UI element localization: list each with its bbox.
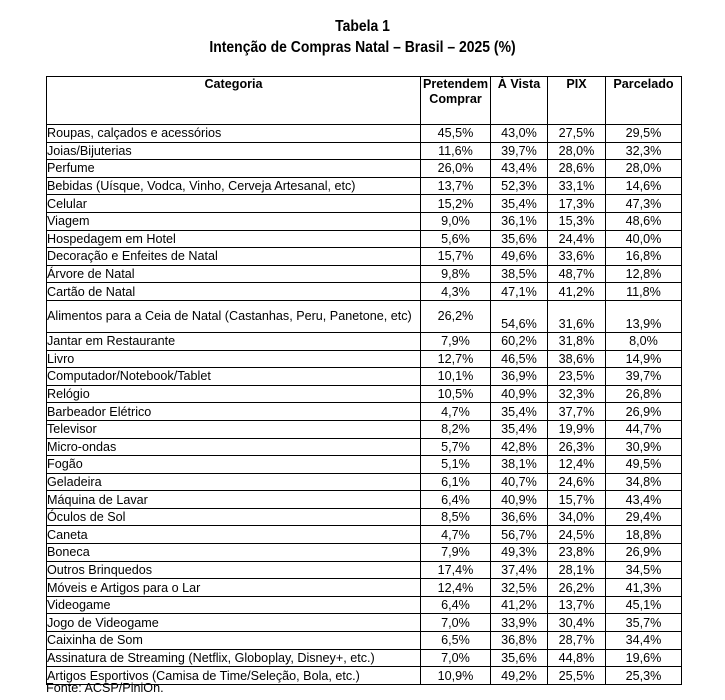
table-row xyxy=(47,473,682,491)
cell-parcelado: 44,7% xyxy=(606,420,682,438)
cell-pix: 24,5% xyxy=(548,526,606,544)
cell-pretendem-comprar: 5,7% xyxy=(421,438,491,456)
cell-parcelado: 40,0% xyxy=(606,230,682,248)
cell-parcelado: 14,9% xyxy=(606,350,682,368)
cell-a-vista: 38,5% xyxy=(491,265,548,283)
cell-pix: 25,5% xyxy=(548,667,606,685)
table-row xyxy=(47,142,682,160)
cell-pix: 33,1% xyxy=(548,177,606,195)
cell-pretendem-comprar: 8,5% xyxy=(421,508,491,526)
cell-pix: 28,0% xyxy=(548,142,606,160)
table-row xyxy=(47,300,682,332)
cell-pretendem-comprar: 10,1% xyxy=(421,368,491,386)
cell-parcelado: 34,5% xyxy=(606,561,682,579)
cell-a-vista: 52,3% xyxy=(491,177,548,195)
cell-categoria: Joias/Bijuterias xyxy=(47,142,421,160)
header-categoria: Categoria xyxy=(47,77,421,125)
cell-pretendem-comprar: 12,7% xyxy=(421,350,491,368)
cell-pretendem-comprar: 7,9% xyxy=(421,332,491,350)
cell-pretendem-comprar: 15,7% xyxy=(421,248,491,266)
cell-a-vista: 39,7% xyxy=(491,142,548,160)
cell-a-vista: 60,2% xyxy=(491,332,548,350)
cell-parcelado: 45,1% xyxy=(606,596,682,614)
cell-pix: 17,3% xyxy=(548,195,606,213)
cell-pix: 19,9% xyxy=(548,420,606,438)
cell-categoria: Roupas, calçados e acessórios xyxy=(47,125,421,143)
table-row xyxy=(47,403,682,421)
cell-a-vista: 35,4% xyxy=(491,420,548,438)
cell-a-vista: 41,2% xyxy=(491,596,548,614)
cell-a-vista: 40,9% xyxy=(491,385,548,403)
cell-pix: 38,6% xyxy=(548,350,606,368)
cell-a-vista: 49,3% xyxy=(491,544,548,562)
cell-pretendem-comprar: 26,0% xyxy=(421,160,491,178)
table-row xyxy=(47,195,682,213)
cell-categoria: Hospedagem em Hotel xyxy=(47,230,421,248)
cell-categoria: Bebidas (Uísque, Vodca, Vinho, Cerveja Artesanal, etc) xyxy=(47,177,421,195)
table-row xyxy=(47,561,682,579)
cell-pretendem-comprar: 26,2% xyxy=(421,300,491,332)
table-row xyxy=(47,649,682,667)
cell-parcelado: 29,5% xyxy=(606,125,682,143)
cell-parcelado: 39,7% xyxy=(606,368,682,386)
table-row xyxy=(47,350,682,368)
table-row xyxy=(47,283,682,301)
table-row xyxy=(47,456,682,474)
cell-categoria: Livro xyxy=(47,350,421,368)
table-row xyxy=(47,420,682,438)
cell-pix: 24,4% xyxy=(548,230,606,248)
cell-categoria: Decoração e Enfeites de Natal xyxy=(47,248,421,266)
cell-parcelado: 19,6% xyxy=(606,649,682,667)
table-row xyxy=(47,491,682,509)
cell-categoria: Jantar em Restaurante xyxy=(47,332,421,350)
cell-a-vista: 49,2% xyxy=(491,667,548,685)
cell-categoria: Perfume xyxy=(47,160,421,178)
cell-pretendem-comprar: 6,4% xyxy=(421,491,491,509)
cell-categoria: Barbeador Elétrico xyxy=(47,403,421,421)
cell-parcelado: 41,3% xyxy=(606,579,682,597)
cell-a-vista: 36,6% xyxy=(491,508,548,526)
cell-categoria: Óculos de Sol xyxy=(47,508,421,526)
cell-pix: 27,5% xyxy=(548,125,606,143)
cell-a-vista: 46,5% xyxy=(491,350,548,368)
cell-pretendem-comprar: 9,0% xyxy=(421,212,491,230)
cell-parcelado: 26,8% xyxy=(606,385,682,403)
cell-pretendem-comprar: 4,3% xyxy=(421,283,491,301)
cell-pretendem-comprar: 10,9% xyxy=(421,667,491,685)
table-row xyxy=(47,438,682,456)
cell-categoria: Móveis e Artigos para o Lar xyxy=(47,579,421,597)
table-row xyxy=(47,614,682,632)
cell-pix: 30,4% xyxy=(548,614,606,632)
cell-categoria: Videogame xyxy=(47,596,421,614)
cell-pix: 26,3% xyxy=(548,438,606,456)
cell-a-vista: 38,1% xyxy=(491,456,548,474)
cell-parcelado: 11,8% xyxy=(606,283,682,301)
cell-parcelado: 34,4% xyxy=(606,632,682,650)
header-pretendem-comprar: Pretendem Comprar xyxy=(421,77,491,125)
cell-pix: 28,1% xyxy=(548,561,606,579)
cell-pretendem-comprar: 15,2% xyxy=(421,195,491,213)
cell-pix: 41,2% xyxy=(548,283,606,301)
cell-pretendem-comprar: 13,7% xyxy=(421,177,491,195)
cell-parcelado: 12,8% xyxy=(606,265,682,283)
cell-parcelado: 32,3% xyxy=(606,142,682,160)
cell-parcelado: 26,9% xyxy=(606,403,682,421)
table-body xyxy=(47,125,682,685)
cell-parcelado: 35,7% xyxy=(606,614,682,632)
cell-pretendem-comprar: 7,0% xyxy=(421,649,491,667)
cell-categoria: Fogão xyxy=(47,456,421,474)
cell-a-vista: 36,1% xyxy=(491,212,548,230)
cell-pretendem-comprar: 45,5% xyxy=(421,125,491,143)
cell-pretendem-comprar: 4,7% xyxy=(421,526,491,544)
cell-categoria: Jogo de Videogame xyxy=(47,614,421,632)
table-row xyxy=(47,368,682,386)
table-row xyxy=(47,508,682,526)
cell-parcelado: 26,9% xyxy=(606,544,682,562)
cell-pix: 28,7% xyxy=(548,632,606,650)
cell-pretendem-comprar: 7,9% xyxy=(421,544,491,562)
cell-pix: 23,5% xyxy=(548,368,606,386)
cell-parcelado: 49,5% xyxy=(606,456,682,474)
table-row xyxy=(47,248,682,266)
cell-categoria: Geladeira xyxy=(47,473,421,491)
cell-pix: 34,0% xyxy=(548,508,606,526)
cell-pretendem-comprar: 6,1% xyxy=(421,473,491,491)
cell-a-vista: 40,7% xyxy=(491,473,548,491)
table-row xyxy=(47,632,682,650)
cell-pretendem-comprar: 12,4% xyxy=(421,579,491,597)
cell-a-vista: 47,1% xyxy=(491,283,548,301)
cell-a-vista: 56,7% xyxy=(491,526,548,544)
header-a-vista: À Vista xyxy=(491,77,548,125)
cell-pretendem-comprar: 11,6% xyxy=(421,142,491,160)
cell-pix: 37,7% xyxy=(548,403,606,421)
cell-pretendem-comprar: 9,8% xyxy=(421,265,491,283)
cell-categoria: Celular xyxy=(47,195,421,213)
cell-pix: 23,8% xyxy=(548,544,606,562)
cell-pretendem-comprar: 8,2% xyxy=(421,420,491,438)
cell-a-vista: 36,9% xyxy=(491,368,548,386)
cell-a-vista: 33,9% xyxy=(491,614,548,632)
cell-categoria: Alimentos para a Ceia de Natal (Castanhas, Peru, Panetone, etc) xyxy=(47,300,421,332)
cell-pretendem-comprar: 6,5% xyxy=(421,632,491,650)
cell-parcelado: 48,6% xyxy=(606,212,682,230)
purchase-intention-table xyxy=(46,76,682,685)
cell-pix: 31,8% xyxy=(548,332,606,350)
cell-categoria: Micro-ondas xyxy=(47,438,421,456)
cell-parcelado: 18,8% xyxy=(606,526,682,544)
cell-pix: 33,6% xyxy=(548,248,606,266)
cell-parcelado: 30,9% xyxy=(606,438,682,456)
cell-parcelado: 8,0% xyxy=(606,332,682,350)
cell-parcelado: 25,3% xyxy=(606,667,682,685)
table-row xyxy=(47,526,682,544)
cell-a-vista: 37,4% xyxy=(491,561,548,579)
cell-pretendem-comprar: 10,5% xyxy=(421,385,491,403)
header-pix: PIX xyxy=(548,77,606,125)
table-row xyxy=(47,125,682,143)
table-row xyxy=(47,177,682,195)
cell-categoria: Caneta xyxy=(47,526,421,544)
table-row xyxy=(47,230,682,248)
cell-categoria: Televisor xyxy=(47,420,421,438)
cell-pix: 31,6% xyxy=(548,300,606,332)
cell-pretendem-comprar: 17,4% xyxy=(421,561,491,579)
cell-categoria: Árvore de Natal xyxy=(47,265,421,283)
cell-categoria: Caixinha de Som xyxy=(47,632,421,650)
cell-a-vista: 35,4% xyxy=(491,403,548,421)
table-number: Tabela 1 xyxy=(335,18,390,35)
cell-pretendem-comprar: 4,7% xyxy=(421,403,491,421)
cell-a-vista: 42,8% xyxy=(491,438,548,456)
cell-parcelado: 16,8% xyxy=(606,248,682,266)
header-parcelado: Parcelado xyxy=(606,77,682,125)
cell-categoria: Cartão de Natal xyxy=(47,283,421,301)
table-row xyxy=(47,265,682,283)
cell-pix: 28,6% xyxy=(548,160,606,178)
cell-pretendem-comprar: 5,1% xyxy=(421,456,491,474)
cell-pretendem-comprar: 6,4% xyxy=(421,596,491,614)
cell-a-vista: 54,6% xyxy=(491,300,548,332)
cell-parcelado: 28,0% xyxy=(606,160,682,178)
cell-pix: 15,3% xyxy=(548,212,606,230)
table-row xyxy=(47,544,682,562)
source-note: Fonte: ACSP/PiniOn. xyxy=(46,681,164,695)
table-caption: Intenção de Compras Natal – Brasil – 2025 (%) xyxy=(209,39,516,56)
cell-categoria: Viagem xyxy=(47,212,421,230)
cell-a-vista: 36,8% xyxy=(491,632,548,650)
cell-pix: 48,7% xyxy=(548,265,606,283)
table-row xyxy=(47,212,682,230)
table-row xyxy=(47,332,682,350)
table-row xyxy=(47,385,682,403)
cell-categoria: Boneca xyxy=(47,544,421,562)
cell-pix: 24,6% xyxy=(548,473,606,491)
header-row xyxy=(47,77,682,125)
cell-pix: 26,2% xyxy=(548,579,606,597)
cell-pretendem-comprar: 7,0% xyxy=(421,614,491,632)
cell-a-vista: 35,6% xyxy=(491,230,548,248)
cell-a-vista: 32,5% xyxy=(491,579,548,597)
cell-parcelado: 34,8% xyxy=(606,473,682,491)
cell-pix: 13,7% xyxy=(548,596,606,614)
cell-categoria: Computador/Notebook/Tablet xyxy=(47,368,421,386)
cell-pix: 44,8% xyxy=(548,649,606,667)
cell-a-vista: 43,0% xyxy=(491,125,548,143)
cell-pix: 32,3% xyxy=(548,385,606,403)
cell-a-vista: 43,4% xyxy=(491,160,548,178)
cell-parcelado: 29,4% xyxy=(606,508,682,526)
cell-categoria: Assinatura de Streaming (Netflix, Globoplay, Disney+, etc.) xyxy=(47,649,421,667)
cell-a-vista: 49,6% xyxy=(491,248,548,266)
cell-a-vista: 40,9% xyxy=(491,491,548,509)
cell-categoria: Relógio xyxy=(47,385,421,403)
cell-pretendem-comprar: 5,6% xyxy=(421,230,491,248)
table-row xyxy=(47,160,682,178)
cell-a-vista: 35,6% xyxy=(491,649,548,667)
table-row xyxy=(47,579,682,597)
table-title xyxy=(36,16,689,58)
cell-categoria: Outros Brinquedos xyxy=(47,561,421,579)
cell-categoria: Artigos Esportivos (Camisa de Time/Seleção, Bola, etc.) xyxy=(47,667,421,685)
table-row xyxy=(47,596,682,614)
cell-pix: 15,7% xyxy=(548,491,606,509)
cell-parcelado: 13,9% xyxy=(606,300,682,332)
cell-parcelado: 43,4% xyxy=(606,491,682,509)
cell-categoria: Máquina de Lavar xyxy=(47,491,421,509)
cell-pix: 12,4% xyxy=(548,456,606,474)
cell-a-vista: 35,4% xyxy=(491,195,548,213)
cell-parcelado: 14,6% xyxy=(606,177,682,195)
cell-parcelado: 47,3% xyxy=(606,195,682,213)
